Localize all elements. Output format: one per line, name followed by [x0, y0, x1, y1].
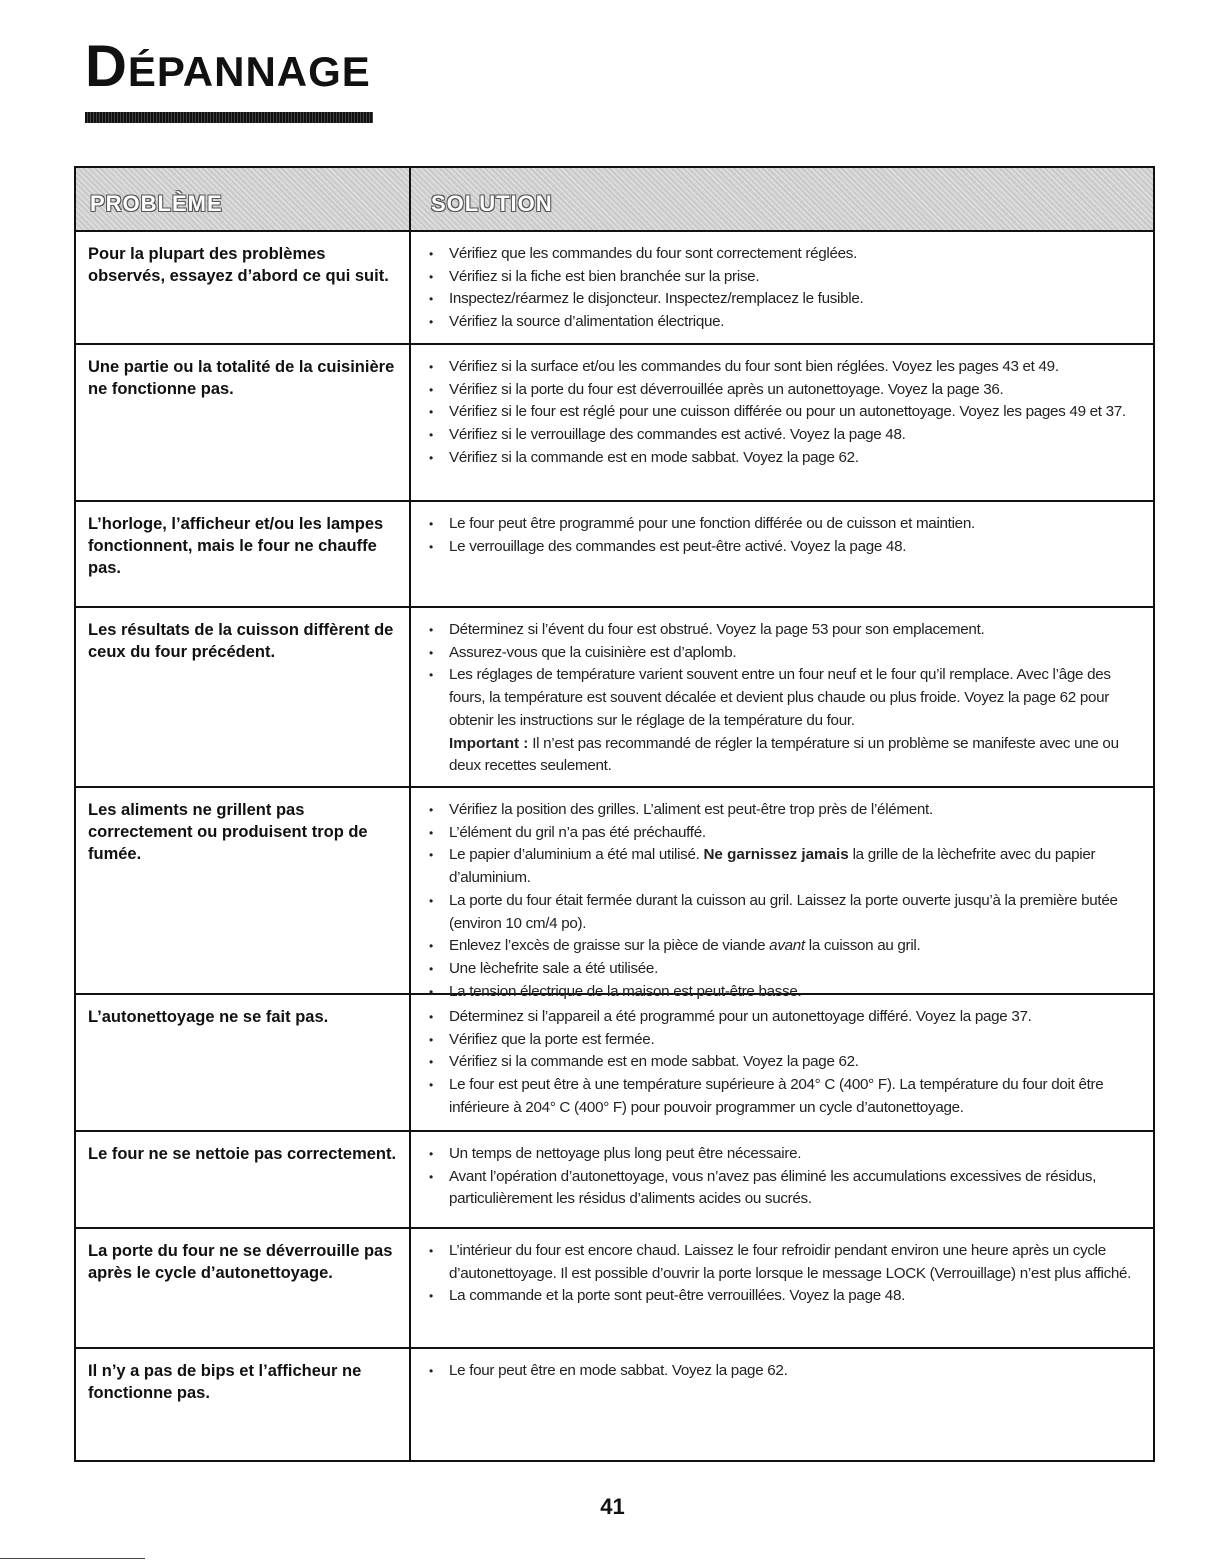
list-item: • Vérifiez si la commande est en mode sabbat. Voyez la page 62.: [429, 448, 859, 466]
table-row: [76, 995, 1153, 1132]
problem-cell: L’horloge, l’afficheur et/ou les lampes fonctionnent, mais le four ne chauffe pas.: [76, 502, 411, 606]
table-row: [76, 1229, 1153, 1349]
solution-text: Inspectez/réarmez le disjoncteur. Inspectez/remplacez le fusible.: [449, 290, 864, 308]
solution-text: Un temps de nettoyage plus long peut être nécessaire.: [449, 1145, 802, 1162]
solution-text: Avant l’opération d’autonettoyage, vous n’avez pas éliminé les accumulations excessives de résidus, particulièrement les résidus d’aliments acides ou sucrés.: [449, 1167, 1097, 1208]
list-item: • Le verrouillage des commandes est peut-être activé. Voyez la page 48.: [429, 537, 907, 555]
solution-text: L’élément du gril n’a pas été préchauffé.: [449, 823, 706, 841]
problem-cell: Le four ne se nettoie pas correctement.: [76, 1132, 411, 1227]
list-item: • Vérifiez que la porte est fermée.: [429, 1030, 655, 1048]
solution-cell: [411, 1349, 1155, 1460]
important-text: Il n’est pas recommandé de régler la température si un problème se manifeste avec une ou deux recettes seulement.: [449, 734, 1119, 775]
list-item: • Inspectez/réarmez le disjoncteur. Inspectez/remplacez le fusible.: [429, 290, 864, 308]
list-item: • Vérifiez si le four est réglé pour une cuisson différée ou pour un autonettoyage. Voyez les pages 49 et 37.: [429, 403, 1126, 421]
list-item: • La porte du four était fermée durant la cuisson au gril. Laissez la porte ouverte jusqu’à la première butée (environ 10 cm/4 po).: [429, 891, 1118, 932]
table-row: [76, 1132, 1153, 1229]
problem-cell: La porte du four ne se déverrouille pas après le cycle d’autonettoyage.: [76, 1229, 411, 1347]
warning-emphasis: Ne garnissez jamais: [703, 846, 849, 864]
list-item: • Assurez-vous que la cuisinière est d’aplomb.: [429, 643, 737, 661]
list-item: • Vérifiez la source d’alimentation électrique.: [429, 313, 725, 331]
list-item: • Vérifiez si le verrouillage des commandes est activé. Voyez la page 48.: [429, 426, 906, 444]
list-item: • Le four est peut être à une température supérieure à 204° C (400° F). La température du four doit être inférieure à 204° C (400° F) pour pouvoir programmer un cycle d’autonettoyage.: [429, 1076, 1104, 1116]
solution-text: La porte du four était fermée durant la cuisson au gril. Laissez la porte ouverte jusqu’à la première butée (environ 10 cm/4 po).: [449, 891, 1118, 932]
solution-list: [427, 799, 1141, 1003]
problem-cell: Pour la plupart des problèmes observés, essayez d’abord ce qui suit.: [76, 232, 411, 343]
solution-text: Vérifiez si le verrouillage des commandes est activé. Voyez la page 48.: [449, 426, 906, 444]
solution-text: Le papier d’aluminium a été mal utilisé.: [449, 846, 704, 864]
solution-list: [427, 1240, 1141, 1308]
solution-list: [427, 356, 1141, 470]
solution-text: Enlevez l’excès de graisse sur la pièce de viande: [449, 937, 770, 955]
problem-cell: Les résultats de la cuisson diffèrent de ceux du four précédent.: [76, 608, 411, 786]
troubleshooting-table: [74, 166, 1155, 1462]
table-row: [76, 502, 1153, 608]
list-item: • Enlevez l’excès de graisse sur la pièce de viande avant la cuisson au gril.: [429, 937, 921, 955]
solution-text: Le four est peut être à une température supérieure à 204° C (400° F). La température du four doit être inférieure à 204° C (400° F) pour pouvoir programmer un cycle d’autonettoyage.: [449, 1076, 1104, 1116]
solution-text: Les réglages de température varient souvent entre un four neuf et le four qu’il remplace. Avec l’âge des fours, la température est souvent décalée et devient plus chaude ou plus froide. Voyez la page 62 pour obtenir les instructions sur le réglage de la température du four.: [449, 666, 1111, 729]
list-item: • Vérifiez si la fiche est bien branchée sur la prise.: [429, 267, 760, 285]
solution-cell: [411, 345, 1155, 500]
list-item: • Une lèchefrite sale a été utilisée.: [429, 959, 658, 977]
table-row: [76, 788, 1153, 1000]
table-header: [76, 168, 1153, 232]
solution-list: [427, 513, 1141, 558]
solution-text: Une lèchefrite sale a été utilisée.: [449, 959, 658, 977]
solution-text: Vérifiez si la porte du four est déverrouillée après un autonettoyage. Voyez la page 36.: [449, 380, 1004, 398]
solution-text: Vérifiez que la porte est fermée.: [449, 1030, 655, 1048]
list-item: • Un temps de nettoyage plus long peut être nécessaire.: [429, 1145, 802, 1162]
list-item: • Vérifiez que les commandes du four sont correctement réglées.: [429, 245, 858, 262]
solution-text: Déterminez si l’évent du four est obstrué. Voyez la page 53 pour son emplacement.: [449, 621, 985, 638]
solution-text: Le four peut être en mode sabbat. Voyez la page 62.: [449, 1362, 788, 1379]
important-label: Important :: [449, 734, 529, 752]
table-row: [76, 608, 1153, 788]
solution-text: L’intérieur du four est encore chaud. Laissez le four refroidir pendant environ une heure après un cycle d’autonettoyage. Il est possible d’ouvrir la porte lorsque le message LOCK (Verrouillage) n’est plus affiché.: [449, 1242, 1132, 1282]
solution-list: [427, 619, 1141, 778]
solution-text: la grille de la lèchefrite avec du papier d’aluminium.: [449, 846, 1096, 887]
header-solution: SOLUTION: [431, 191, 553, 216]
solution-list: [427, 1143, 1141, 1211]
page-title-initial: D: [85, 34, 128, 99]
page-number: 41: [600, 1494, 625, 1519]
list-item: • L’élément du gril n’a pas été préchauffé.: [429, 823, 706, 841]
solution-text: Déterminez si l’appareil a été programmé pour un autonettoyage différé. Voyez la page 37.: [449, 1008, 1032, 1025]
list-item: • Vérifiez si la commande est en mode sabbat. Voyez la page 62.: [429, 1053, 859, 1071]
solution-cell: [411, 788, 1155, 1000]
solution-list: [427, 1006, 1141, 1120]
emphasis-text: avant: [769, 937, 805, 955]
solution-text: Vérifiez si la commande est en mode sabbat. Voyez la page 62.: [449, 448, 859, 466]
list-item: • Vérifiez si la porte du four est déverrouillée après un autonettoyage. Voyez la page 36.: [429, 380, 1004, 398]
solution-text: La tension électrique de la maison est peut-être basse.: [449, 982, 802, 1000]
solution-text: Vérifiez si la fiche est bien branchée sur la prise.: [449, 267, 760, 285]
solution-list: [427, 1360, 1141, 1383]
list-item: • Le four peut être en mode sabbat. Voyez la page 62.: [429, 1362, 788, 1379]
problem-cell: L’autonettoyage ne se fait pas.: [76, 995, 411, 1130]
list-item: • Déterminez si l’évent du four est obstrué. Voyez la page 53 pour son emplacement.: [429, 621, 985, 638]
solution-cell: [411, 608, 1155, 786]
list-item: • Déterminez si l’appareil a été programmé pour un autonettoyage différé. Voyez la page 37.: [429, 1008, 1032, 1025]
solution-text: Vérifiez la position des grilles. L’aliment est peut-être trop près de l’élément.: [449, 801, 933, 818]
problem-cell: Il n’y a pas de bips et l’afficheur ne fonctionne pas.: [76, 1349, 411, 1460]
solution-text: Assurez-vous que la cuisinière est d’aplomb.: [449, 643, 737, 661]
solution-cell: [411, 995, 1155, 1130]
solution-text: La commande et la porte sont peut-être verrouillées. Voyez la page 48.: [449, 1287, 906, 1305]
table-row: [76, 345, 1153, 502]
solution-text: Vérifiez si la surface et/ou les commandes du four sont bien réglées. Voyez les pages 43 et 49.: [449, 358, 1059, 375]
page-title: [85, 34, 371, 99]
solution-cell: [411, 232, 1155, 343]
solution-list: [427, 243, 1141, 334]
list-item: • La commande et la porte sont peut-être verrouillées. Voyez la page 48.: [429, 1287, 906, 1305]
list-item: • L’intérieur du four est encore chaud. Laissez le four refroidir pendant environ une heure après un cycle d’autonettoyage. Il est possible d’ouvrir la porte lorsque le message LOCK (Verrouillage) n’est plus affiché.: [429, 1242, 1132, 1282]
table-row: [76, 1349, 1153, 1460]
solution-text: Le four peut être programmé pour une fonction différée ou de cuisson et maintien.: [449, 515, 975, 532]
solution-text: la cuisson au gril.: [804, 937, 921, 955]
list-item: • Vérifiez si la surface et/ou les commandes du four sont bien réglées. Voyez les pages 43 et 49.: [429, 358, 1059, 375]
list-item: • Les réglages de température varient souvent entre un four neuf et le four qu’il remplace. Avec l’âge des fours, la température est souvent décalée et devient plus chaude ou plus froide. Voyez la page 62 pour obtenir les instructions sur le réglage de la température du four. Important : Il n’est pas recommandé de régler la température si un problème se manifeste avec une ou deux recettes seulement.: [429, 666, 1119, 775]
list-item: • Le four peut être programmé pour une fonction différée ou de cuisson et maintien.: [429, 515, 975, 532]
list-item: • Le papier d’aluminium a été mal utilisé. Ne garnissez jamais la grille de la lèchefrite avec du papier d’aluminium.: [429, 846, 1096, 887]
solution-text: Le verrouillage des commandes est peut-être activé. Voyez la page 48.: [449, 537, 907, 555]
list-item: • Avant l’opération d’autonettoyage, vous n’avez pas éliminé les accumulations excessives de résidus, particulièrement les résidus d’aliments acides ou sucrés.: [429, 1167, 1097, 1208]
solution-cell: [411, 502, 1155, 606]
list-item: • La tension électrique de la maison est peut-être basse.: [429, 982, 802, 1000]
title-underline: [85, 112, 373, 123]
solution-text: Vérifiez si le four est réglé pour une cuisson différée ou pour un autonettoyage. Voyez les pages 49 et 37.: [449, 403, 1126, 421]
solution-cell: [411, 1229, 1155, 1347]
solution-text: Vérifiez si la commande est en mode sabbat. Voyez la page 62.: [449, 1053, 859, 1071]
solution-cell: [411, 1132, 1155, 1227]
page-title-rest: ÉPANNAGE: [127, 48, 371, 95]
list-item: • Vérifiez la position des grilles. L’aliment est peut-être trop près de l’élément.: [429, 801, 933, 818]
solution-text: Vérifiez que les commandes du four sont correctement réglées.: [449, 245, 858, 262]
problem-cell: Une partie ou la totalité de la cuisinière ne fonctionne pas.: [76, 345, 411, 500]
problem-cell: Les aliments ne grillent pas correctement ou produisent trop de fumée.: [76, 788, 411, 993]
header-problem: PROBLÈME: [76, 168, 411, 230]
footer-rule: [0, 1558, 145, 1559]
solution-text: Vérifiez la source d’alimentation électrique.: [449, 313, 725, 331]
table-row: [76, 232, 1153, 345]
